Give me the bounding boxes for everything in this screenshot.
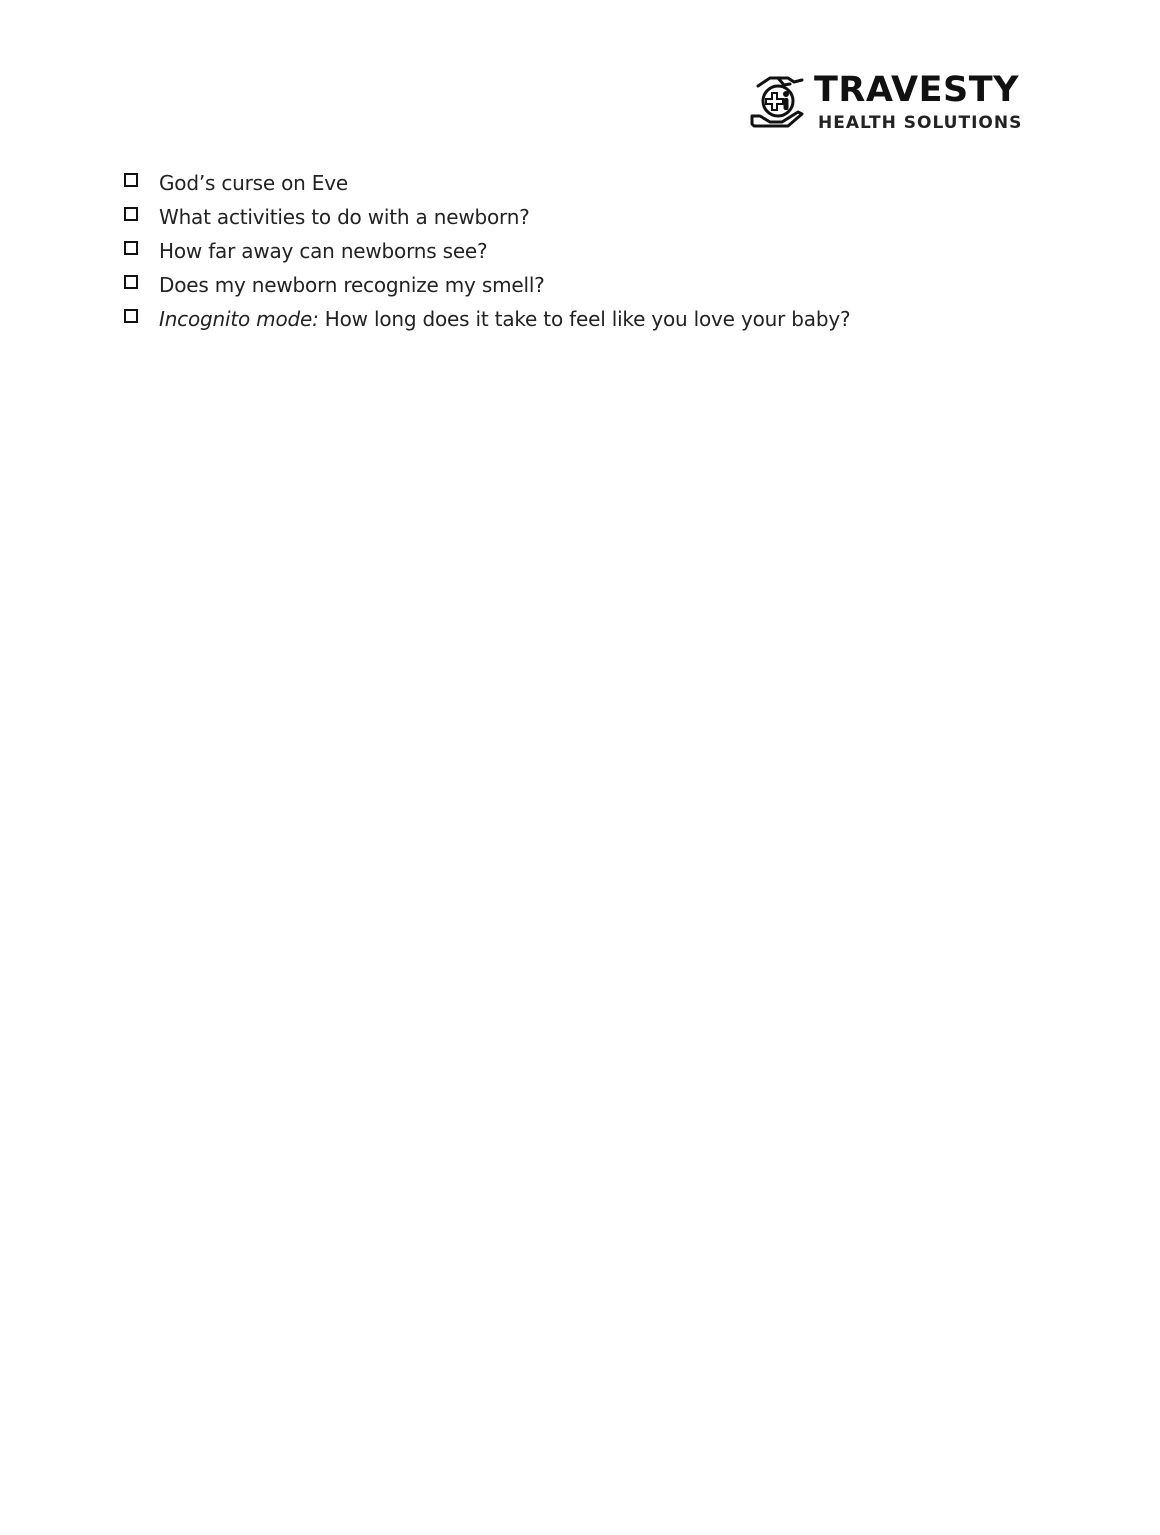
checklist-item-text: What activities to do with a newborn? bbox=[159, 205, 530, 229]
logo-title: TRAVESTY bbox=[814, 70, 1019, 110]
checkbox[interactable] bbox=[124, 241, 138, 255]
checkbox[interactable] bbox=[124, 207, 138, 221]
hands-holding-medical-person-icon bbox=[748, 72, 808, 132]
checklist-item-label bbox=[159, 307, 850, 331]
checklist-item-label bbox=[159, 171, 348, 195]
checklist-item bbox=[124, 166, 1024, 200]
checklist-item bbox=[124, 234, 1024, 268]
checklist-item-text: How long does it take to feel like you love your baby? bbox=[318, 307, 851, 331]
company-logo bbox=[748, 70, 1038, 136]
checklist-item-text: How far away can newborns see? bbox=[159, 239, 488, 263]
checkbox[interactable] bbox=[124, 275, 138, 289]
checklist-item-text: Does my newborn recognize my smell? bbox=[159, 273, 545, 297]
checkbox[interactable] bbox=[124, 309, 138, 323]
checklist-item bbox=[124, 268, 1024, 302]
checklist-item-label bbox=[159, 273, 545, 297]
checklist-item-text: God’s curse on Eve bbox=[159, 171, 348, 195]
logo-subtitle: HEALTH SOLUTIONS bbox=[818, 113, 1023, 133]
checklist-item-prefix: Incognito mode: bbox=[159, 307, 319, 331]
checklist-item bbox=[124, 200, 1024, 234]
checklist-item-label bbox=[159, 239, 487, 263]
checklist-item bbox=[124, 302, 1024, 336]
checklist bbox=[124, 166, 1024, 336]
checklist-item-label bbox=[159, 205, 530, 229]
checkbox[interactable] bbox=[124, 173, 138, 187]
